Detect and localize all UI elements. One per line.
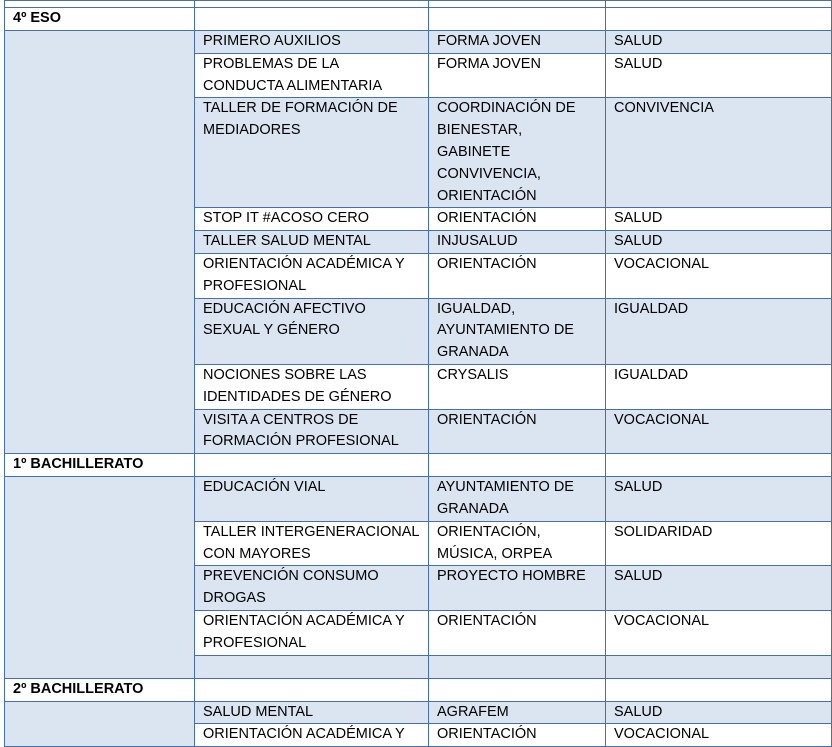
ambito-cell: SALUD bbox=[606, 566, 832, 611]
ambito-cell: SALUD bbox=[606, 701, 832, 724]
table-top-strip bbox=[5, 1, 832, 8]
responsable-cell bbox=[429, 655, 606, 678]
course-group-cell bbox=[5, 701, 195, 747]
actividad-cell bbox=[195, 655, 429, 678]
ambito-cell: SOLIDARIDAD bbox=[606, 521, 832, 566]
actividad-cell: ORIENTACIÓN ACADÉMICA Y PROFESIONAL bbox=[195, 253, 429, 298]
actividad-cell: EDUCACIÓN AFECTIVO SEXUAL Y GÉNERO bbox=[195, 298, 429, 364]
responsable-cell: ORIENTACIÓN bbox=[429, 253, 606, 298]
ambito-cell: IGUALDAD bbox=[606, 364, 832, 409]
table-cell bbox=[195, 678, 429, 701]
table-cell bbox=[429, 678, 606, 701]
responsable-cell: INJUSALUD bbox=[429, 231, 606, 254]
course-group-cell bbox=[5, 31, 195, 454]
actividad-cell: SALUD MENTAL bbox=[195, 701, 429, 724]
ambito-cell: VOCACIONAL bbox=[606, 409, 832, 454]
responsable-cell: ORIENTACIÓN, MÚSICA, ORPEA bbox=[429, 521, 606, 566]
table-cell bbox=[606, 8, 832, 31]
ambito-cell: CONVIVENCIA bbox=[606, 98, 832, 208]
table-cell bbox=[195, 8, 429, 31]
ambito-cell: SALUD bbox=[606, 208, 832, 231]
responsable-cell: ORIENTACIÓN bbox=[429, 610, 606, 655]
ambito-cell: SALUD bbox=[606, 53, 832, 98]
actividad-cell: ORIENTACIÓN ACADÉMICA Y bbox=[195, 724, 429, 747]
table-row bbox=[5, 701, 832, 724]
section-title: 4º ESO bbox=[5, 8, 195, 31]
actividad-cell: PREVENCIÓN CONSUMO DROGAS bbox=[195, 566, 429, 611]
table-cell bbox=[429, 454, 606, 477]
section-header-row bbox=[5, 8, 832, 31]
responsable-cell: COORDINACIÓN DE BIENESTAR, GABINETE CONVIVENCIA, ORIENTACIÓN bbox=[429, 98, 606, 208]
table-cell bbox=[606, 454, 832, 477]
responsable-cell: PROYECTO HOMBRE bbox=[429, 566, 606, 611]
actividad-cell: EDUCACIÓN VIAL bbox=[195, 477, 429, 522]
actividad-cell: PRIMERO AUXILIOS bbox=[195, 31, 429, 54]
actividad-cell: TALLER DE FORMACIÓN DE MEDIADORES bbox=[195, 98, 429, 208]
table-cell bbox=[5, 1, 195, 8]
table-cell bbox=[195, 1, 429, 8]
ambito-cell bbox=[606, 655, 832, 678]
ambito-cell: VOCACIONAL bbox=[606, 253, 832, 298]
ambito-cell: SALUD bbox=[606, 31, 832, 54]
actividad-cell: VISITA A CENTROS DE FORMACIÓN PROFESIONAL bbox=[195, 409, 429, 454]
ambito-cell: SALUD bbox=[606, 477, 832, 522]
ambito-cell: SALUD bbox=[606, 231, 832, 254]
responsable-cell: ORIENTACIÓN bbox=[429, 208, 606, 231]
course-group-cell bbox=[5, 477, 195, 678]
activities-table-wrapper bbox=[4, 0, 831, 747]
actividad-cell: PROBLEMAS DE LA CONDUCTA ALIMENTARIA bbox=[195, 53, 429, 98]
responsable-cell: IGUALDAD, AYUNTAMIENTO DE GRANADA bbox=[429, 298, 606, 364]
table-cell bbox=[429, 1, 606, 8]
responsable-cell: AYUNTAMIENTO DE GRANADA bbox=[429, 477, 606, 522]
actividad-cell: ORIENTACIÓN ACADÉMICA Y PROFESIONAL bbox=[195, 610, 429, 655]
activities-table-body bbox=[5, 1, 832, 747]
actividad-cell: TALLER INTERGENERACIONAL CON MAYORES bbox=[195, 521, 429, 566]
section-header-row bbox=[5, 454, 832, 477]
ambito-cell: IGUALDAD bbox=[606, 298, 832, 364]
actividad-cell: STOP IT #ACOSO CERO bbox=[195, 208, 429, 231]
table-row bbox=[5, 31, 832, 54]
responsable-cell: AGRAFEM bbox=[429, 701, 606, 724]
responsable-cell: FORMA JOVEN bbox=[429, 31, 606, 54]
ambito-cell: VOCACIONAL bbox=[606, 610, 832, 655]
table-cell bbox=[606, 1, 832, 8]
table-cell bbox=[195, 454, 429, 477]
section-title: 2º BACHILLERATO bbox=[5, 678, 195, 701]
responsable-cell: FORMA JOVEN bbox=[429, 53, 606, 98]
actividad-cell: NOCIONES SOBRE LAS IDENTIDADES DE GÉNERO bbox=[195, 364, 429, 409]
responsable-cell: ORIENTACIÓN bbox=[429, 409, 606, 454]
responsable-cell: CRYSALIS bbox=[429, 364, 606, 409]
table-row bbox=[5, 477, 832, 522]
section-header-row bbox=[5, 678, 832, 701]
ambito-cell: VOCACIONAL bbox=[606, 724, 832, 747]
responsable-cell: ORIENTACIÓN bbox=[429, 724, 606, 747]
table-cell bbox=[606, 678, 832, 701]
activities-table bbox=[4, 0, 832, 747]
table-cell bbox=[429, 8, 606, 31]
section-title: 1º BACHILLERATO bbox=[5, 454, 195, 477]
actividad-cell: TALLER SALUD MENTAL bbox=[195, 231, 429, 254]
